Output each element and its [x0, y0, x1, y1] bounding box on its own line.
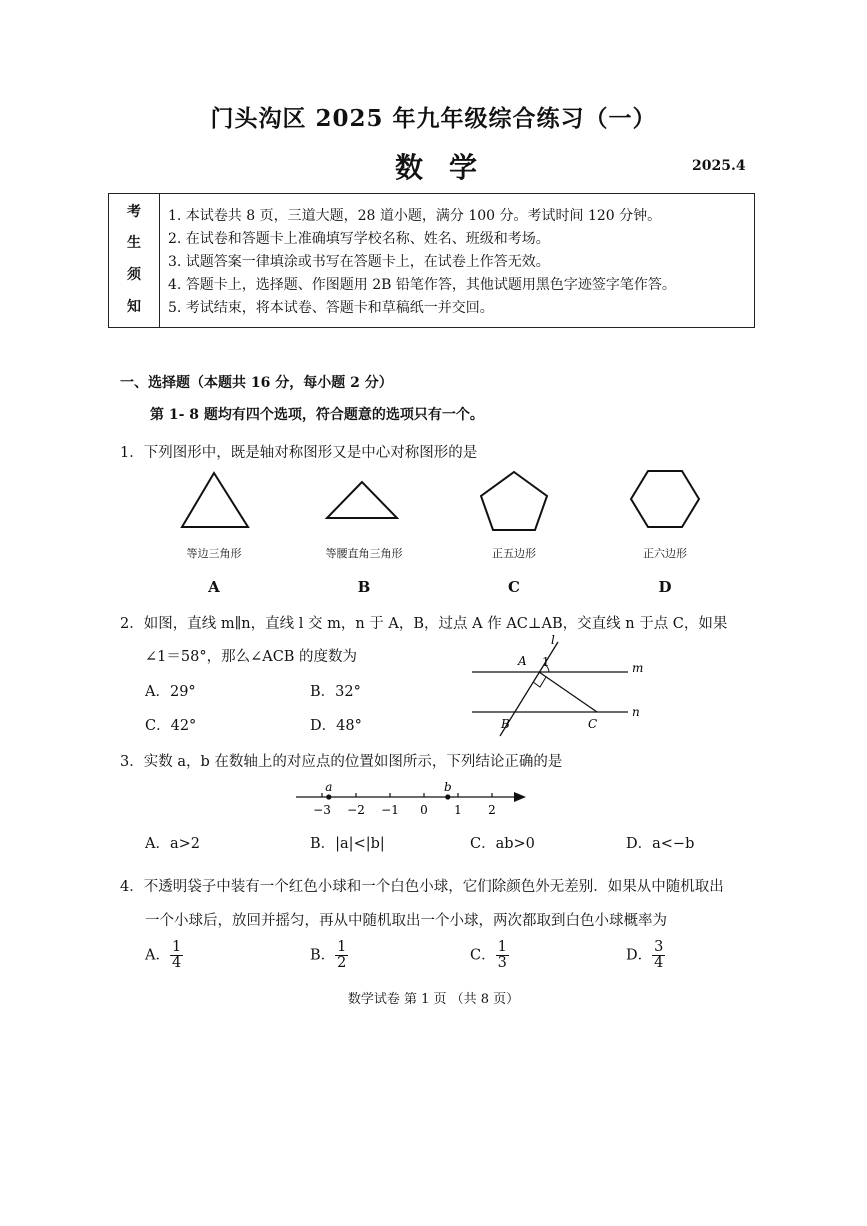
- denominator: 3: [497, 955, 507, 971]
- label-b: B: [501, 717, 510, 731]
- q3-stem: 3．实数 a，b 在数轴上的对应点的位置如图所示，下列结论正确的是: [120, 754, 563, 770]
- number-line-point-label: b: [443, 780, 452, 794]
- notice-heading-char: 生: [127, 235, 141, 251]
- page-footer: 数学试卷 第 1 页 （共 8 页）: [347, 992, 520, 1007]
- label-l: l: [551, 633, 555, 647]
- option-letter: C．: [470, 947, 496, 964]
- shape-caption: 正六边形: [643, 547, 687, 560]
- q2-geometry-figure: [460, 630, 660, 740]
- shape-letter: C: [508, 578, 520, 596]
- number-line-tick-label: −1: [381, 803, 399, 817]
- option-letter: A．: [145, 947, 170, 964]
- q2-stem-line2: ∠1＝58°，那么∠ACB 的度数为: [145, 649, 358, 665]
- shape-letter: A: [208, 578, 220, 596]
- regular-pentagon-shape: [481, 472, 547, 530]
- number-line-point-label: a: [325, 780, 333, 794]
- q4-option: [626, 940, 665, 971]
- notice-heading-char: 须: [127, 267, 141, 283]
- equilateral-triangle-shape: [182, 473, 248, 527]
- numerator: 3: [654, 939, 664, 955]
- q3-option: C．ab>0: [470, 836, 535, 852]
- q4-option: [470, 940, 509, 971]
- shape-caption: 正五边形: [492, 547, 536, 560]
- label-n: n: [632, 705, 640, 719]
- q3-option: A．a>2: [145, 836, 200, 852]
- number-line-tick-label: −2: [347, 803, 365, 817]
- denominator: 2: [337, 955, 347, 971]
- number-line-tick-label: 1: [454, 803, 462, 817]
- q4-stem-line1: 4．不透明袋子中装有一个红色小球和一个白色小球，它们除颜色外无差别．如果从中随机取出: [120, 879, 724, 895]
- number-line-tick-label: 2: [488, 803, 496, 817]
- numerator: 1: [497, 939, 507, 955]
- shape-letter: B: [357, 578, 371, 596]
- q3-option: D．a<−b: [626, 836, 695, 852]
- q2-option: B．32°: [310, 684, 361, 700]
- q2-option: C．42°: [145, 718, 197, 734]
- fraction: [496, 940, 509, 971]
- q4-stem-line2: 一个小球后，放回并摇匀，再从中随机取出一个小球，两次都取到白色小球概率为: [145, 913, 667, 929]
- q4-option: [145, 940, 183, 971]
- shape-letter: D: [658, 578, 672, 596]
- option-letter: B．: [310, 947, 336, 964]
- denominator: 4: [654, 955, 664, 971]
- shape-caption: 等边三角形: [186, 547, 242, 560]
- fraction: [335, 940, 348, 971]
- label-angle-1: 1: [542, 655, 550, 669]
- notice-rule: 1. 本试卷共 8 页，三道大题，28 道小题，满分 100 分。考试时间 120 分钟。: [168, 208, 662, 224]
- numerator: 1: [171, 939, 182, 955]
- number-line-point-a: [326, 794, 331, 799]
- numerator: 1: [337, 939, 347, 955]
- notice-heading: [109, 194, 160, 327]
- label-c: C: [588, 717, 598, 731]
- subject-title: 数学: [395, 151, 504, 184]
- fraction: [652, 940, 665, 971]
- exam-title: 门头沟区 2025 年九年级综合练习（一）: [210, 105, 657, 132]
- label-m: m: [632, 661, 644, 675]
- q4-option: [310, 940, 348, 971]
- denominator: 4: [171, 955, 182, 971]
- number-line-arrow: [514, 792, 526, 802]
- exam-date: 2025.4: [692, 158, 746, 174]
- q3-option: B．|a|<|b|: [310, 836, 385, 852]
- q1-stem: 1．下列图形中，既是轴对称图形又是中心对称图形的是: [120, 445, 478, 461]
- q1-shapes: [170, 465, 710, 540]
- notice-rule: 4. 答题卡上，选择题、作图题用 2B 铅笔作答，其他试题用黑色字迹签字笔作答。: [168, 277, 676, 293]
- section-instruction: 第 1- 8 题均有四个选项，符合题意的选项只有一个。: [150, 407, 484, 423]
- fraction: [170, 940, 183, 971]
- shape-caption: 等腰直角三角形: [325, 547, 403, 560]
- q3-number-line: [290, 777, 530, 822]
- notice-box: [108, 193, 755, 328]
- regular-hexagon-shape: [631, 471, 699, 527]
- notice-heading-char: 知: [127, 299, 141, 315]
- number-line-tick-label: −3: [313, 803, 331, 817]
- number-line-tick-label: 0: [420, 803, 428, 817]
- notice-rule: 5. 考试结束，将本试卷、答题卡和草稿纸一并交回。: [168, 300, 494, 316]
- q2-stem-line1: 2．如图，直线 m∥n，直线 l 交 m，n 于 A，B，过点 A 作 AC⊥AB，交直线 n 于点 C，如果: [120, 616, 728, 632]
- number-line-point-b: [445, 794, 450, 799]
- notice-rule: 2. 在试卷和答题卡上准确填写学校名称、姓名、班级和考场。: [168, 231, 550, 247]
- option-letter: D．: [626, 947, 653, 964]
- section-title: 一、选择题（本题共 16 分，每小题 2 分）: [120, 375, 393, 391]
- q2-option: D．48°: [310, 718, 362, 734]
- isosceles-right-triangle-shape: [327, 482, 397, 518]
- notice-rule: 3. 试题答案一律填涂或书写在答题卡上，在试卷上作答无效。: [168, 254, 550, 270]
- q2-option: A．29°: [145, 684, 196, 700]
- label-a: A: [518, 654, 527, 668]
- segment-ac: [539, 672, 597, 712]
- notice-heading-char: 考: [127, 204, 141, 220]
